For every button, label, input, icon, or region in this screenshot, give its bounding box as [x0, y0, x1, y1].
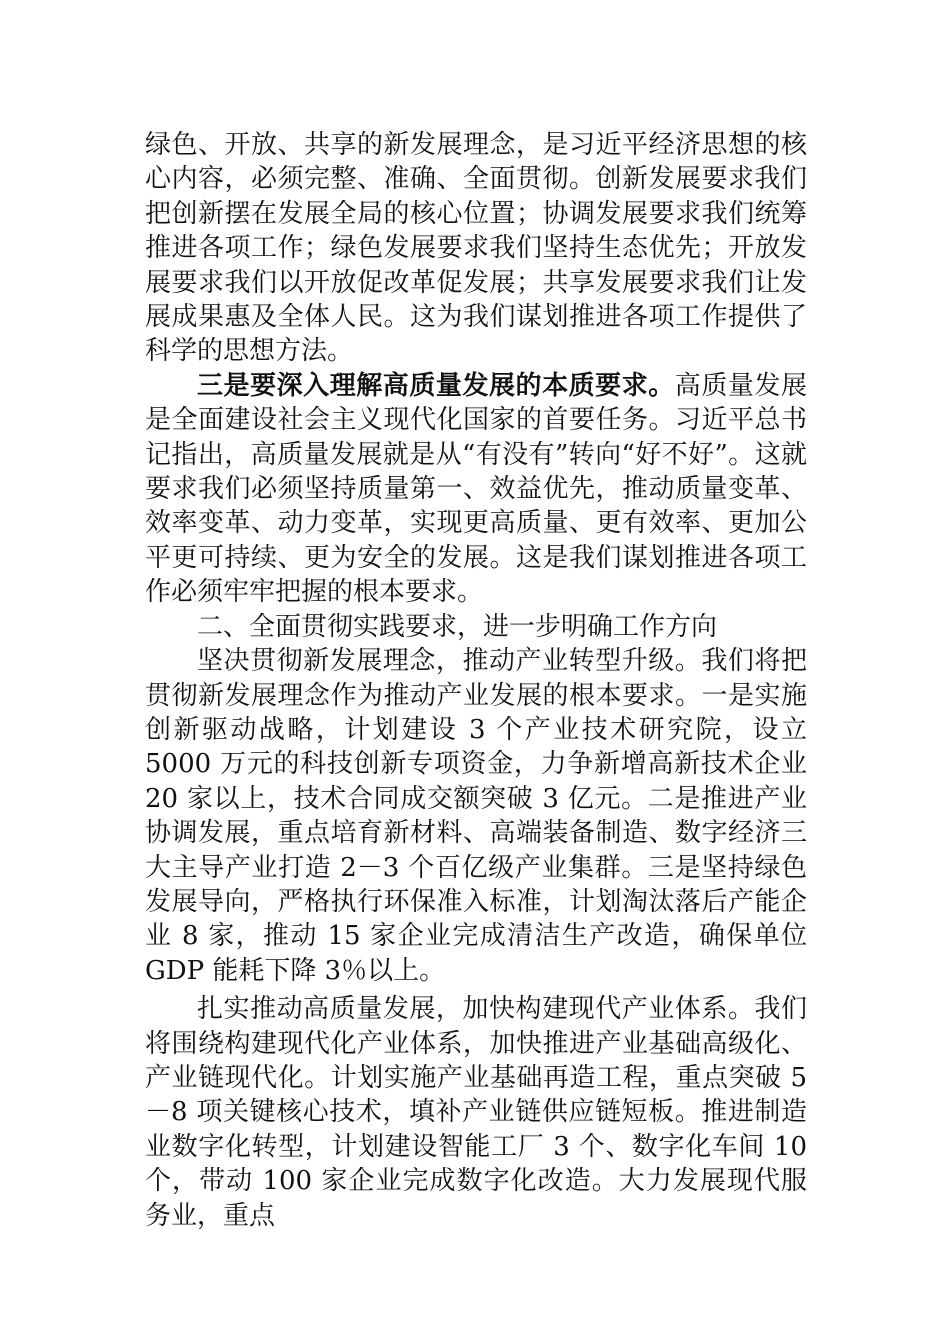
- paragraph-lead-bold: 三是要深入理解高质量发展的本质要求。: [197, 370, 675, 401]
- paragraph-industrial-upgrade: 坚决贯彻新发展理念，推动产业转型升级。我们将把贯彻新发展理念作为推动产业发展的根本要求。一是实施创新驱动战略，计划建设 3 个产业技术研究院，设立 5000 万元的科技创新专项资金，力争新增高新技术企业 20 家以上，技术合同成交额突破 3 亿元。二是推进产业协调发展，重点培育新材料、高端装备制造、数字经济三大主导产业打造 2－3 个百亿级产业集群。三是坚持绿色发展导向，严格执行环保准入标准，计划淘汰落后产能企业 8 家，推动 15 家企业完成清洁生产改造，确保单位 GDP 能耗下降 3％以上。: [145, 646, 807, 986]
- paragraph-new-development-concept: 绿色、开放、共享的新发展理念，是习近平经济思想的核心内容，必须完整、准确、全面贯彻。创新发展要求我们把创新摆在发展全局的核心位置；协调发展要求我们统筹推进各项工作；绿色发展要求我们坚持生态优先；开放发展要求我们以开放促改革促发展；共享发展要求我们让发展成果惠及全体人民。这为我们谋划推进各项工作提供了科学的思想方法。: [145, 130, 807, 367]
- paragraph-body: 高质量发展是全面建设社会主义现代化国家的首要任务。习近平总书记指出，高质量发展就是从“有没有”转向“好不好”。这就要求我们必须坚持质量第一、效益优先，推动质量变革、效率变革、动力变革，实现更高质量、更有效率、更加公平更可持续、更为安全的发展。这是我们谋划推进各项工作必须牢牢把握的根本要求。: [145, 370, 807, 608]
- section-heading-two: 二、全面贯彻实践要求，进一步明确工作方向: [197, 611, 718, 642]
- paragraph-high-quality-development: [145, 369, 807, 610]
- paragraph-modern-industry-system: 扎实推动高质量发展，加快构建现代产业体系。我们将围绕构建现代化产业体系，加快推进产业基础高级化、产业链现代化。计划实施产业基础再造工程，重点突破 5－8 项关键核心技术，填补产业链供应链短板。推进制造业数字化转型，计划建设智能工厂 3 个、数字化车间 10 个，带动 100 家企业完成数字化改造。大力发展现代服务业，重点: [145, 994, 807, 1231]
- document-page: [145, 128, 807, 1233]
